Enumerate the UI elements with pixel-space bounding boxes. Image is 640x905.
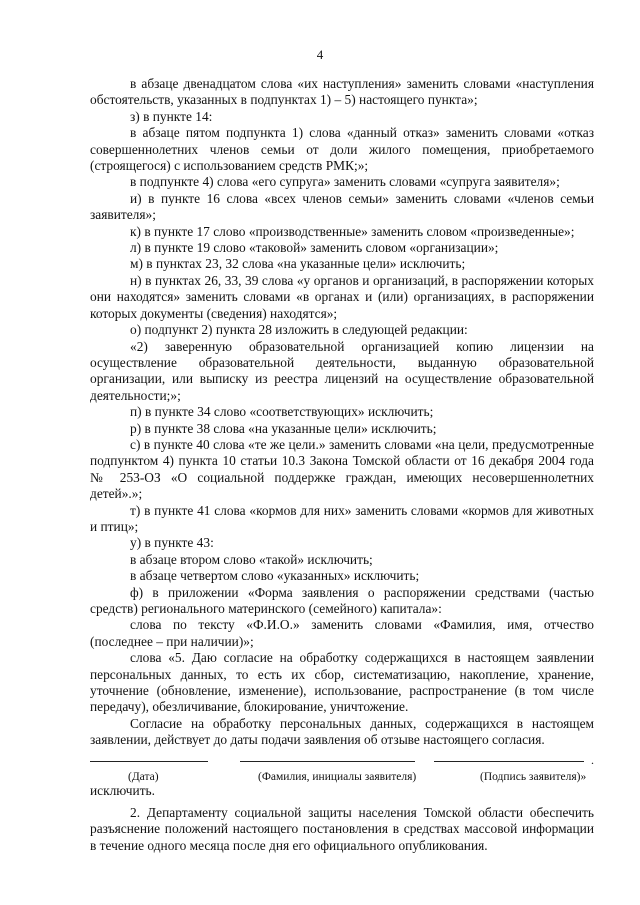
- paragraph: н) в пунктах 26, 33, 39 слова «у органов и организаций, в распоряжении которых они находятся» заменить словами «в органах и (или) организациях, в распоряжении которых документы (сведения) находятся»;: [90, 272, 594, 321]
- paragraph: о) подпункт 2) пункта 28 изложить в следующей редакции:: [130, 322, 468, 338]
- paragraph: м) в пунктах 23, 32 слова «на указанные цели» исключить;: [130, 256, 466, 272]
- paragraph: в абзаце двенадцатом слова «их наступления» заменить словами «наступления обстоятельств, указанных в подпунктах 1) – 5) настоящего пункта»;: [90, 76, 594, 108]
- signature-line-end: .: [591, 752, 594, 767]
- paragraph: ф) в приложении «Форма заявления о распоряжении средствами (частью средств) регионального материнского (семейного) капитала»:: [90, 584, 594, 616]
- date-line: [90, 761, 208, 762]
- signature-labels: [90, 767, 594, 783]
- label-date: (Дата): [128, 770, 159, 783]
- final-clause: [90, 805, 594, 854]
- paragraph: к) в пункте 17 слово «производственные» заменить словом «произведенные»;: [130, 223, 575, 239]
- signature-line: [434, 761, 584, 762]
- document-body: [90, 76, 594, 854]
- paragraph: «2) заверенную образовательной организацией копию лицензии на осуществление образовательной деятельности, выданную образовательной организации, или выписку из реестра лицензий на осуществление образовательной деятельности;»;: [90, 338, 594, 403]
- paragraph: п) в пункте 34 слово «соответствующих» исключить;: [130, 404, 434, 420]
- paragraph: т) в пункте 41 слова «кормов для них» заменить словами «кормов для животных и птиц»;: [90, 502, 594, 534]
- paragraph: в абзаце втором слово «такой» исключить;: [130, 551, 373, 567]
- paragraph: в подпункте 4) слова «его супруга» заменить словами «супруга заявителя»;: [130, 174, 560, 190]
- paragraph: з) в пункте 14:: [130, 108, 213, 124]
- amendment-list: [90, 76, 594, 749]
- paragraph: р) в пункте 38 слова «на указанные цели» исключить;: [130, 420, 437, 436]
- page-number: 4: [316, 47, 324, 62]
- paragraph: в абзаце четвертом слово «указанных» исключить;: [130, 568, 420, 584]
- paragraph: у) в пункте 43:: [130, 535, 214, 551]
- label-name: (Фамилия, инициалы заявителя): [258, 770, 417, 783]
- paragraph: и) в пункте 16 слова «всех членов семьи» заменить словами «членов семьи заявителя»;: [90, 190, 594, 223]
- paragraph: с) в пункте 40 слова «те же цели.» заменить словами «на цели, предусмотренные подпунктом 4) пункта 10 статьи 10.3 Закона Томской области от 16 декабря 2004 года № 253-ОЗ «О социальной поддержке граждан, имеющих несовершеннолетних детей».»;: [90, 436, 594, 502]
- signature-lines: [90, 752, 594, 767]
- paragraph: слова «5. Даю согласие на обработку содержащихся в настоящем заявлении персональных данных, то есть их сбор, систематизацию, накопление, хранение, уточнение (обновление, изменение), использование, распространение (в том числе передачу), обезличивание, блокирование, уничтожение.: [90, 650, 594, 715]
- exclude-text: исключить.: [90, 782, 155, 798]
- name-line: [240, 761, 415, 762]
- paragraph: 2. Департаменту социальной защиты населения Томской области обеспечить разъяснение положений настоящего постановления в средствах массовой информации в течение одного месяца после дня его официального опубликования.: [90, 805, 594, 853]
- paragraph: Согласие на обработку персональных данных, содержащихся в настоящем заявлении, действует до даты подачи заявления об отзыве настоящего согласия.: [90, 715, 594, 748]
- paragraph: слова по тексту «Ф.И.О.» заменить словами «Фамилия, имя, отчество (последнее – при наличии)»;: [90, 617, 594, 649]
- paragraph: в абзаце пятом подпункта 1) слова «данный отказ» заменить словами «отказ совершеннолетних членов семьи от доли жилого помещения, приобретаемого (строящегося) с использованием средств РМК;»;: [90, 125, 594, 174]
- paragraph: л) в пункте 19 слово «таковой» заменить словом «организации»;: [130, 240, 499, 256]
- label-signature: (Подпись заявителя)»: [480, 770, 587, 783]
